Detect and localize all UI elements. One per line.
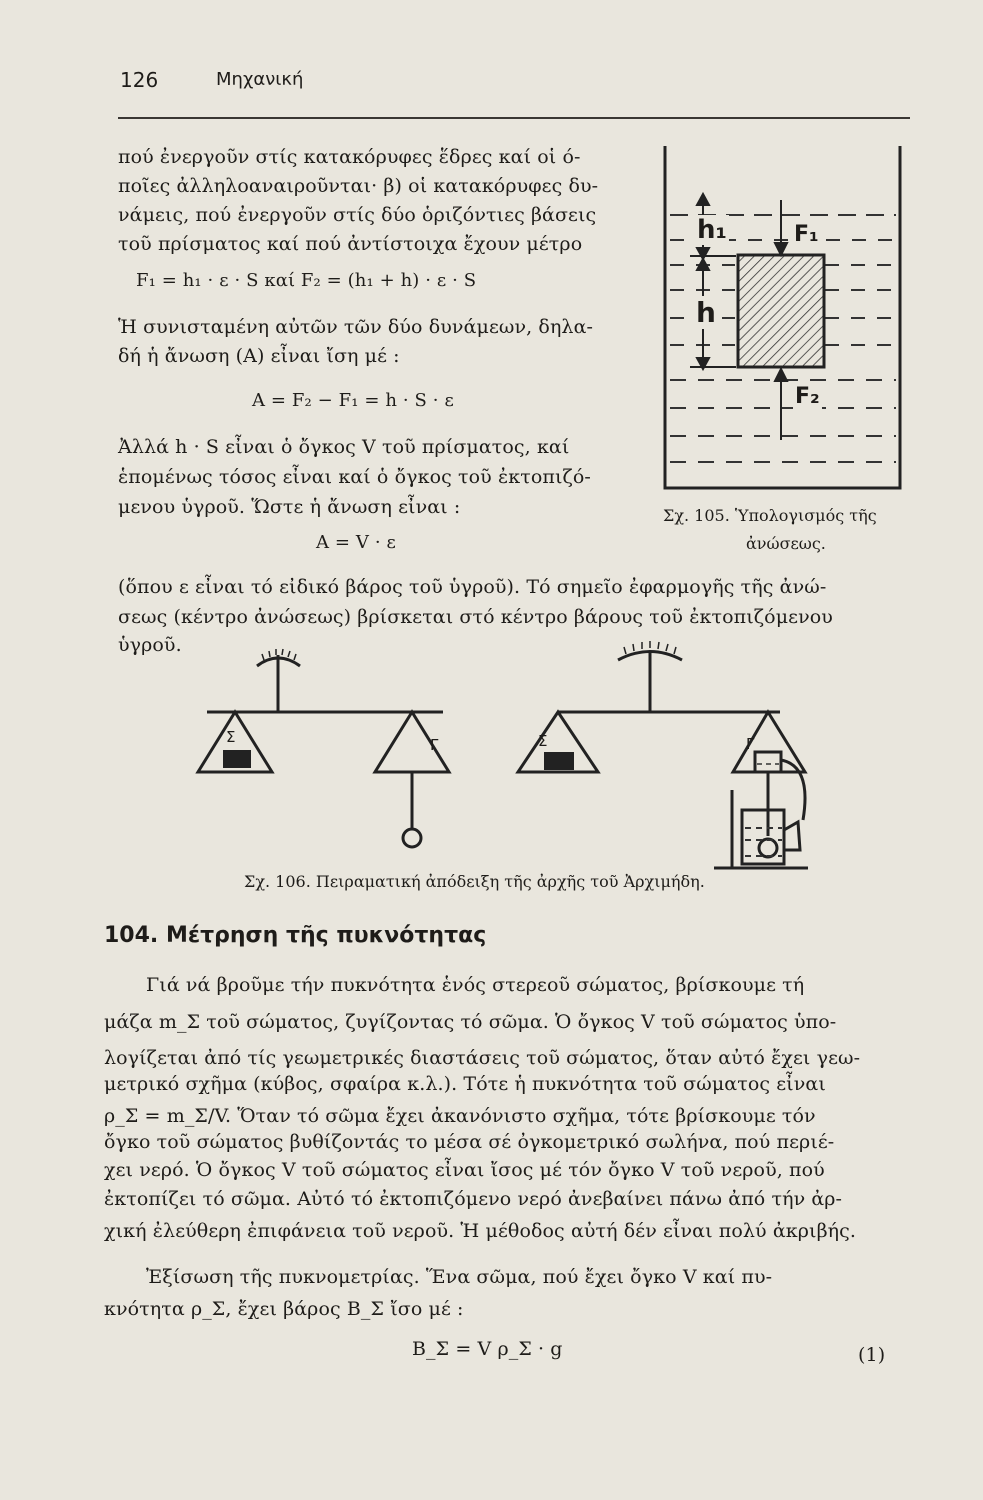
equation-number: (1): [858, 1344, 886, 1366]
figure-105-caption-line2: ἀνώσεως.: [746, 534, 826, 553]
page-number: 126: [120, 68, 159, 92]
equation-density: B_Σ = V ρ_Σ · g: [412, 1338, 563, 1360]
text-line-6: Ἡ συνισταμένη αὐτῶν τῶν δύο δυνάμεων, δηλα-: [118, 316, 594, 338]
text-line-15: ὑγροῦ.: [118, 634, 182, 656]
left-balance-scale-arc: [257, 658, 300, 666]
formula-buoyancy: A = F₂ − F₁ = h · S · ε: [252, 390, 454, 411]
label-h: h: [696, 296, 716, 329]
weight-right: [544, 752, 574, 770]
right-pan-gamma: [733, 712, 805, 772]
formula-forces: F₁ = h₁ · ε · S καί F₂ = (h₁ + h) · ε · S: [136, 270, 477, 291]
weight-left: [223, 750, 251, 768]
left-scale-ticks: [262, 649, 296, 660]
figure-105-caption-line1: Σχ. 105. Ὑπολογισμός τῆς: [663, 506, 877, 525]
formula-av: A = V · ε: [316, 532, 396, 553]
paragraph-line-4: μετρικό σχῆμα (κύβος, σφαίρα κ.λ.). Τότε ἡ πυκνότητα τοῦ σώματος εἶναι: [104, 1073, 826, 1095]
left-hanging-cylinder: [403, 829, 421, 847]
text-line-13: (ὅπου ε εἶναι τό εἰδικό βάρος τοῦ ὑγροῦ). Τό σημεῖο ἐφαρμογῆς τῆς ἀνώ-: [118, 576, 827, 598]
paragraph-line-7: χει νερό. Ὁ ὄγκος V τοῦ σώματος εἶναι ἴσος μέ τόν ὄγκο V τοῦ νεροῦ, πού: [104, 1159, 825, 1181]
text-line-2: ποῖες ἀλληλοαναιροῦνται· β) οἱ κατακόρυφες δυ-: [118, 175, 599, 197]
right-pan-sigma: [518, 712, 598, 772]
right-balance-scale-arc: [618, 652, 682, 661]
paragraph-line-8: ἐκτοπίζει τό σῶμα. Αὐτό τό ἐκτοπιζόμενο νερό ἀνεβαίνει πάνω ἀπό τήν ἀρ-: [104, 1188, 843, 1210]
text-line-7: δή ἡ ἄνωση (A) εἶναι ἴση μέ :: [118, 345, 400, 367]
text-line-3: νάμεις, πού ἐνεργοῦν στίς δύο ὁριζόντιες βάσεις: [118, 204, 597, 226]
text-line-1: πού ἐνεργοῦν στίς κατακόρυφες ἕδρες καί οἱ ό-: [118, 146, 581, 168]
label-F2: F₂: [795, 384, 820, 409]
beaker: [742, 810, 784, 864]
label-sigma-right: Σ: [538, 732, 548, 750]
text-line-9: Ἀλλά h · S εἶναι ὁ ὄγκος V τοῦ πρίσματος, καί: [118, 436, 570, 458]
paragraph2-line-1: Ἐξίσωση τῆς πυκνομετρίας. Ἕνα σῶμα, πού ἔχει ὄγκο V καί πυ-: [146, 1266, 773, 1288]
text-line-4: τοῦ πρίσματος καί πού ἀντίστοιχα ἔχουν μέτρο: [118, 233, 583, 255]
right-scale-ticks: [624, 641, 676, 654]
label-h1: h₁: [697, 215, 727, 245]
paragraph-line-6: ὄγκο τοῦ σώματος βυθίζοντάς το μέσα σέ ὀγκομετρικό σωλήνα, πού περιέ-: [104, 1131, 835, 1153]
text-line-11: μενου ὑγροῦ. Ὥστε ἡ ἄνωση εἶναι :: [118, 496, 461, 518]
header-rule: [118, 117, 910, 119]
paragraph2-line-2: κνότητα ρ_Σ, ἔχει βάρος B_Σ ἴσο μέ :: [104, 1298, 464, 1320]
paragraph-line-1: Γιά νά βροῦμε τήν πυκνότητα ἑνός στερεοῦ σώματος, βρίσκουμε τή: [146, 974, 805, 996]
right-submerged-cylinder: [759, 839, 777, 857]
water-cup: [755, 752, 781, 772]
beaker-spout: [784, 822, 800, 850]
beaker-water-lines: [745, 828, 782, 856]
text-line-14: σεως (κέντρο ἀνώσεως) βρίσκεται στό κέντρο βάρους τοῦ ἐκτοπιζόμενου: [118, 606, 833, 628]
figure-106-caption: Σχ. 106. Πειραματική ἀπόδειξη τῆς ἀρχῆς τοῦ Ἀρχιμήδη.: [244, 872, 705, 891]
overflow-spout: [781, 760, 805, 820]
prism: [738, 255, 824, 367]
paragraph-line-3: λογίζεται ἀπό τίς γεωμετρικές διαστάσεις τοῦ σώματος, ὅταν αὐτό ἔχει γεω-: [104, 1047, 861, 1069]
label-gamma-right: Γ: [746, 735, 755, 753]
paragraph-line-5: ρ_Σ = m_Σ/V. Ὅταν τό σῶμα ἔχει ἀκανόνιστο σχῆμα, τότε βρίσκουμε τόν: [104, 1105, 816, 1127]
water-surface-lines: [670, 215, 896, 462]
label-gamma-left: Γ: [430, 736, 439, 754]
running-title: Μηχανική: [216, 69, 304, 90]
text-line-10: ἑπομένως τόσος εἶναι καί ὁ ὄγκος τοῦ ἐκτοπιζό-: [118, 466, 591, 488]
paragraph-line-9: χική ἐλεύθερη ἐπιφάνεια τοῦ νεροῦ. Ἡ μέθοδος αὐτή δέν εἶναι πολύ ἀκριβής.: [104, 1220, 857, 1242]
paragraph-line-2: μάζα m_Σ τοῦ σώματος, ζυγίζοντας τό σῶμα. Ὁ ὄγκος V τοῦ σώματος ὑπο-: [104, 1011, 837, 1033]
label-F1: F₁: [794, 222, 819, 247]
section-heading: 104. Μέτρηση τῆς πυκνότητας: [104, 923, 487, 948]
label-sigma-left: Σ: [226, 728, 236, 746]
